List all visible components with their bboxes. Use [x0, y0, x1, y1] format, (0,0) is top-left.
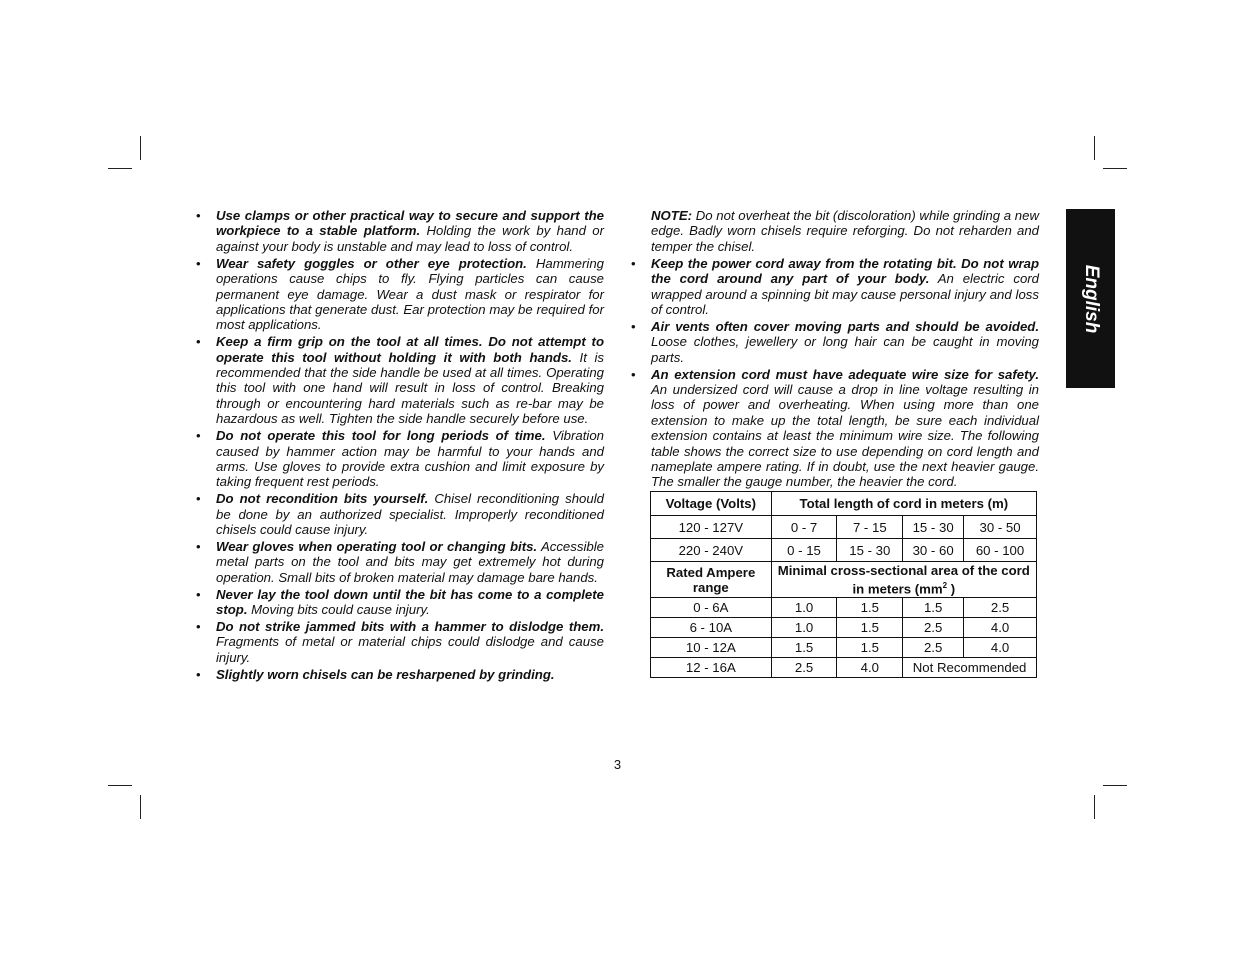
list-item: • Do not recondition bits yourself. Chisel reconditioning should be done by an authorized specialist. Improperly reconditioned chisels could cause injury.	[196, 491, 604, 538]
safety-list-right	[631, 256, 1039, 490]
list-item: • Wear gloves when operating tool or changing bits. Accessible metal parts on the tool and bits may get extremely hot during operation. Small bits of broken material may damage bare hands.	[196, 539, 604, 585]
length-header: Total length of cord in meters (m)	[771, 492, 1036, 516]
table-header-row	[651, 492, 1037, 516]
extension-cord-table	[650, 491, 1037, 678]
list-item: • Air vents often cover moving parts and should be avoided. Loose clothes, jewellery or long hair can be caught in moving parts.	[631, 318, 1039, 365]
list-item: • Slightly worn chisels can be resharpened by grinding.	[196, 666, 555, 682]
table-row: 10 - 12A 1.5 1.5 2.5 4.0	[651, 638, 1037, 658]
list-item: • Do not strike jammed bits with a hammer to dislodge them. Fragments of metal or material chips could dislodge and cause injury.	[196, 619, 604, 665]
page-number: 3	[613, 757, 622, 772]
ampere-header: Rated Ampere range	[651, 562, 772, 598]
right-column	[631, 208, 1039, 491]
table-row: 12 - 16A 2.5 4.0 Not Recommended	[651, 658, 1037, 678]
crop-mark-top-right-v	[1094, 136, 1095, 160]
language-tab-label: English	[1080, 264, 1102, 333]
language-tab	[1066, 209, 1115, 388]
note-paragraph: NOTE: Do not overheat the bit (discoloration) while grinding a new edge. Badly worn chisels require reforging. Do not reharden and temper the chisel.	[651, 208, 1039, 254]
crop-mark-bottom-left-v	[140, 795, 141, 819]
cross-section-header: Minimal cross-sectional area of the cord in meters ($mm^2$ )	[771, 562, 1036, 598]
list-item: • Keep the power cord away from the rotating bit. Do not wrap the cord around any part of your body. An electric cord wrapped around a spinning bit may cause personal injury and loss of control.	[631, 255, 1040, 317]
safety-list-left	[196, 208, 604, 682]
crop-mark-bottom-right-h	[1103, 785, 1127, 786]
list-item: • Never lay the tool down until the bit has come to a complete stop. Moving bits could cause injury.	[196, 586, 604, 618]
table-row: 6 - 10A 1.0 1.5 2.5 4.0	[651, 618, 1037, 638]
table-row: 220 - 240V 0 - 15 15 - 30 30 - 60 60 - 100	[651, 539, 1037, 562]
not-recommended-cell: Not Recommended	[903, 658, 1037, 678]
table-row: 0 - 6A 1.0 1.5 1.5 2.5	[651, 598, 1037, 618]
crop-mark-bottom-left-h	[108, 785, 132, 786]
crop-mark-top-left-v	[140, 136, 141, 160]
left-column	[196, 208, 604, 684]
list-item: • Keep a firm grip on the tool at all times. Do not attempt to operate this tool without holding it with both hands. It is recommended that the side handle be used at all times. Operating this tool with one hand will result in loss of control. Breaking through or encountering hard materials such as re-bar may be hazardous as well. Tighten the side handle securely before use.	[196, 334, 604, 427]
table-row: 120 - 127V 0 - 7 7 - 15 15 - 30 30 - 50	[651, 516, 1037, 539]
voltage-header: Voltage (Volts)	[651, 492, 772, 516]
list-item: • Use clamps or other practical way to secure and support the workpiece to a stable platform. Holding the work by hand or against your body is unstable and may lead to loss of control.	[196, 208, 605, 254]
list-item: • Do not operate this tool for long periods of time. Vibration caused by hammer action may be harmful to your hands and arms. Use gloves to provide extra cushion and limit exposure by taking frequent rest periods.	[196, 428, 604, 490]
list-item: • An extension cord must have adequate wire size for safety. An undersized cord will cause a drop in line voltage resulting in loss of power and overheating. When using more than one extension to make up the total length, be sure each individual extension contains at least the minimum wire size. The following table shows the correct size to use depending on cord length and nameplate ampere rating. If in doubt, use the next heavier gauge. The smaller the gauge number, the heavier the cord.	[631, 366, 1039, 490]
crop-mark-top-left-h	[108, 168, 132, 169]
table-header-row	[651, 562, 1037, 598]
crop-mark-bottom-right-v	[1094, 795, 1095, 819]
crop-mark-top-right-h	[1103, 168, 1127, 169]
list-item: • Wear safety goggles or other eye protection. Hammering operations cause chips to fly. Flying particles can cause permanent eye damage. Wear a dust mask or respirator for applications that generate dust. Ear protection may be required for most applications.	[196, 255, 604, 333]
